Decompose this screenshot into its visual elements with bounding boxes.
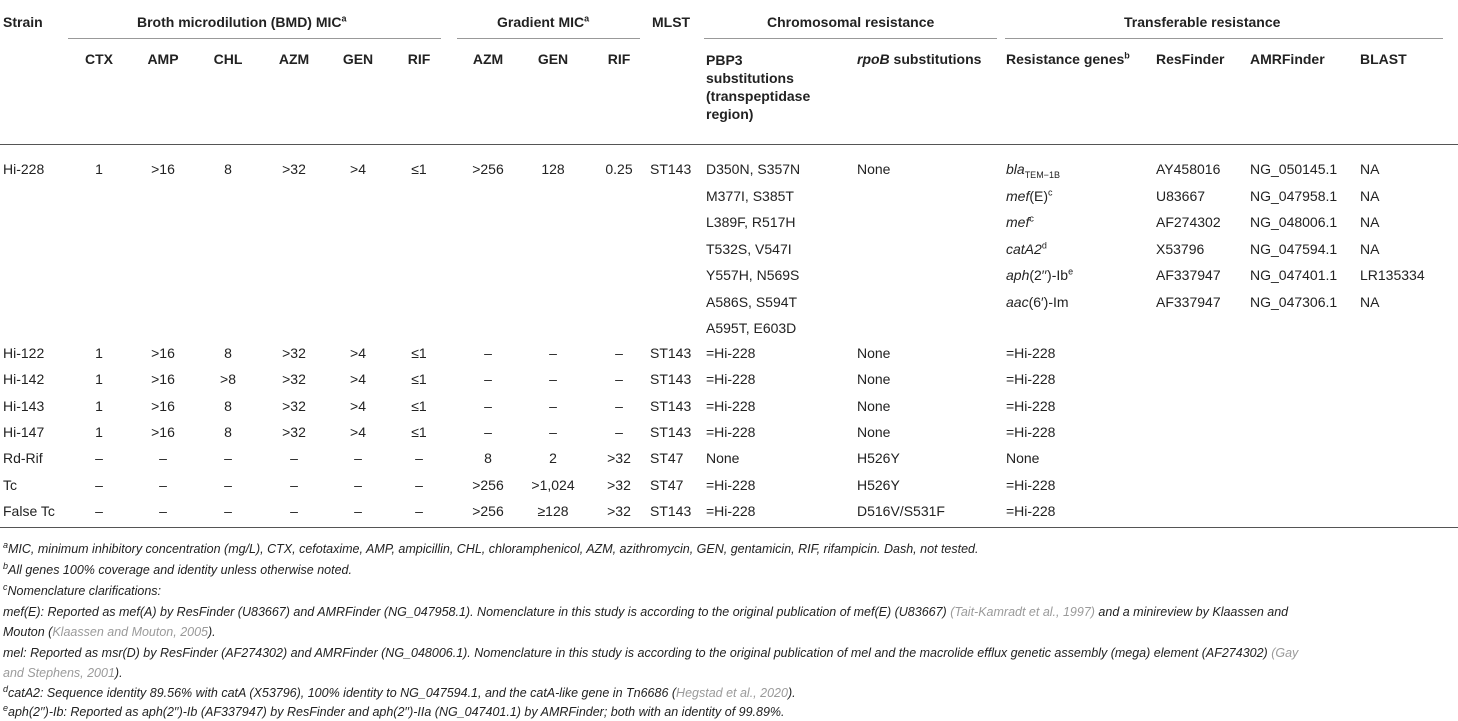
cell-bmd: – [354,476,362,493]
header-bmd-amp: AMP [147,51,179,67]
cell-bmd: 1 [95,345,103,361]
cell-bmd: ≤1 [411,371,427,388]
cell-gradient: – [615,345,623,361]
header-gradient-gen: GEN [537,51,569,67]
cell-amrfinder: NG_048006.1 [1250,214,1338,230]
cell-rpob: None [857,345,891,361]
cell-bmd: 1 [95,161,103,177]
cell-bmd: >32 [282,345,306,361]
cell-bmd: >32 [282,397,306,414]
citation-link-klaassen[interactable]: Klaassen and Mouton, 2005 [52,625,209,639]
citation-link-gay-2[interactable]: and Stephens, 2001 [3,666,115,680]
header-bmd-azm: AZM [278,51,310,67]
header-gradient-group: Gradient MIC$^a$ [497,13,590,30]
footnote-mef-line1: mef(E): Reported as mef(A) by ResFinder (U83667) and AMRFinder (NG_047958.1). Nomenclature in this study is according to the original publication of mef(E) (U83667) (Tait-Kamradt et al., 1997) and a minireview by Klaassen and [3,605,1289,619]
cell-bmd: >16 [151,161,175,177]
cell-mlst: ST47 [650,476,684,493]
cell-bmd: >16 [151,423,175,440]
cell-bmd: – [290,502,298,519]
cell-resistance-gene: bla$_{TEM-1B}$ [1006,161,1060,180]
cell-rpob: None [857,371,891,388]
citation-link-tait-kamradt[interactable]: (Tait-Kamradt et al., 1997) [950,605,1095,619]
cell-resfinder: U83667 [1156,187,1206,204]
cell-resfinder: AY458016 [1156,161,1221,177]
cell-pbp3: L389F, R517H [706,214,796,230]
cell-bmd: >16 [151,397,175,414]
cell-bmd: ≤1 [411,161,427,177]
header-amrfinder: AMRFinder [1250,51,1325,67]
cell-pbp3: None [706,450,740,467]
cell-resfinder: X53796 [1156,240,1205,257]
cell-bmd: >32 [282,371,306,388]
cell-bmd: – [95,450,103,467]
cell-bmd: – [159,450,167,467]
cell-resistance-genes: =Hi-228 [1006,371,1056,388]
cell-bmd: – [95,476,103,493]
cell-bmd: – [290,476,298,493]
footnote-mef-line2: Mouton (Klaassen and Mouton, 2005). [3,625,216,639]
cell-amrfinder: NG_050145.1 [1250,161,1338,177]
cell-resistance-genes: =Hi-228 [1006,345,1056,361]
cell-gradient: 2 [549,450,557,467]
cell-gradient: 8 [484,450,492,467]
cell-bmd: – [415,476,423,493]
cell-rpob: None [857,423,891,440]
cell-mlst: ST143 [650,161,692,177]
cell-pbp3: =Hi-228 [706,345,756,361]
cell-bmd: – [415,502,423,519]
cell-mlst: ST47 [650,450,684,467]
cell-pbp3: =Hi-228 [706,423,756,440]
header-transferable-group: Transferable resistance [1124,14,1281,30]
cell-bmd: >16 [151,371,175,388]
cell-amrfinder: NG_047594.1 [1250,240,1338,257]
header-strain: Strain [3,14,43,30]
rule-gradient [457,38,640,39]
cell-blast: NA [1360,214,1380,230]
cell-mlst: ST143 [650,345,692,361]
cell-gradient: >32 [607,476,631,493]
cell-resistance-genes: =Hi-228 [1006,397,1056,414]
citation-link-gay-1[interactable]: (Gay [1271,646,1299,660]
cell-resistance-gene: aph(2′′)-Ib$^e$ [1006,266,1074,283]
cell-blast: NA [1360,187,1380,204]
cell-pbp3: =Hi-228 [706,371,756,388]
cell-bmd: – [224,476,232,493]
cell-gradient: >256 [472,476,504,493]
cell-pbp3: A586S, S594T [706,293,798,310]
cell-pbp3: A595T, E603D [706,320,797,336]
cell-gradient: ≥128 [537,502,569,519]
cell-resistance-gene: mef$^c$ [1006,213,1034,230]
cell-resistance-genes: =Hi-228 [1006,476,1056,493]
cell-gradient: >256 [472,161,504,177]
header-resfinder: ResFinder [1156,51,1225,67]
cell-bmd: 8 [224,423,232,440]
cell-bmd: ≤1 [411,345,427,361]
cell-mlst: ST143 [650,502,692,519]
cell-gradient: – [484,345,492,361]
rule-transferable [1005,38,1443,39]
cell-amrfinder: NG_047958.1 [1250,187,1338,204]
header-blast: BLAST [1360,51,1407,67]
cell-resfinder: AF337947 [1156,267,1221,283]
cell-strain: False Tc [3,502,55,519]
footnote-e: $^e$aph(2′′)-Ib: Reported as aph(2′′)-Ib (AF337947) by ResFinder and aph(2′′)-IIa (NG_047401.1) by AMRFinder; both with an identity of 99.89%. [3,702,785,719]
cell-gradient: – [549,397,557,414]
cell-gradient: >1,024 [531,476,575,493]
header-bmd-chl: CHL [213,51,243,67]
cell-bmd: – [159,502,167,519]
header-bmd-gen: GEN [342,51,374,67]
cell-gradient: – [615,371,623,388]
cell-bmd: – [95,502,103,519]
header-rpob: rpoB substitutions [857,51,982,67]
cell-pbp3: Y557H, N569S [706,267,800,283]
rule-header-bottom [0,144,1458,145]
cell-gradient: >32 [607,450,631,467]
footnote-d: $^d$catA2: Sequence identity 89.56% with catA (X53796), 100% identity to NG_047594.1, and the catA-like gene in Tn6686 (Hegstad et al., 2020). [3,683,796,700]
cell-blast: LR135334 [1360,267,1425,283]
cell-resistance-genes: =Hi-228 [1006,502,1056,519]
cell-gradient: – [615,423,623,440]
cell-rpob: None [857,397,891,414]
header-mlst: MLST [652,14,691,30]
cell-rpob: D516V/S531F [857,502,945,519]
cell-bmd: 8 [224,397,232,414]
cell-bmd: >4 [350,423,366,440]
cell-pbp3: M377I, S385T [706,187,794,204]
cell-gradient: 128 [541,161,565,177]
cell-strain: Hi-143 [3,397,45,414]
cell-bmd: >32 [282,423,306,440]
cell-resistance-gene: catA2$^d$ [1006,239,1047,257]
cell-gradient: – [484,423,492,440]
cell-mlst: ST143 [650,423,692,440]
cell-gradient: >32 [607,502,631,519]
header-resistance-genes: Resistance genes$^b$ [1006,50,1130,67]
cell-gradient: – [484,371,492,388]
cell-gradient: 0.25 [605,161,633,177]
footnote-mel-line1: mel: Reported as msr(D) by ResFinder (AF274302) and AMRFinder (NG_048006.1). Nomenclature in this study is according to the original publication of mel and the macrolide efflux genetic assembly (mega) element (AF274302) (Gay [3,646,1299,660]
header-chromosomal-group: Chromosomal resistance [767,14,935,30]
cell-bmd: – [290,450,298,467]
cell-bmd: >32 [282,161,306,177]
cell-bmd: >4 [350,161,366,177]
footnote-a: $^a$MIC, minimum inhibitory concentration (mg/L), CTX, cefotaxime, AMP, ampicillin, CHL, chloramphenicol, AZM, azithromycin, GEN, gentamicin, RIF, rifampicin. Dash, not tested. [3,539,979,556]
cell-resfinder: AF337947 [1156,293,1221,310]
rule-table-bottom [0,527,1458,528]
cell-mlst: ST143 [650,371,692,388]
cell-bmd: 1 [95,423,103,440]
cell-strain: Hi-147 [3,423,45,440]
header-gradient-rif: RIF [607,51,631,67]
cell-rpob: H526Y [857,476,900,493]
cell-resistance-gene: $mef(E)^c$ [1006,186,1053,204]
cell-strain: Hi-122 [3,345,45,361]
cell-bmd: ≤1 [411,423,427,440]
cell-bmd: – [159,476,167,493]
citation-link-hegstad[interactable]: Hegstad et al., 2020 [676,686,788,700]
cell-resistance-gene: aac(6′)-Im [1006,293,1069,310]
cell-amrfinder: NG_047401.1 [1250,267,1338,283]
cell-mlst: ST143 [650,397,692,414]
cell-bmd: 8 [224,345,232,361]
cell-bmd: – [354,502,362,519]
cell-pbp3: T532S, V547I [706,240,792,257]
header-gradient-azm: AZM [472,51,504,67]
cell-strain: Hi-228 [3,161,45,177]
footnote-mel-line2: and Stephens, 2001). [3,666,123,680]
cell-gradient: >256 [472,502,504,519]
cell-resistance-genes: =Hi-228 [1006,423,1056,440]
cell-strain: Rd-Rif [3,450,43,467]
cell-resistance-genes: None [1006,450,1040,467]
cell-pbp3: D350N, S357N [706,161,801,177]
cell-gradient: – [549,423,557,440]
cell-bmd: ≤1 [411,397,427,414]
header-bmd-ctx: CTX [85,51,113,67]
cell-pbp3: =Hi-228 [706,476,756,493]
cell-bmd: >4 [350,345,366,361]
rule-chromosomal [704,38,997,39]
cell-bmd: >4 [350,397,366,414]
header-bmd-group: Broth microdilution (BMD) MIC$^a$ [137,13,347,30]
cell-bmd: >4 [350,371,366,388]
cell-bmd: – [415,450,423,467]
cell-bmd: 1 [95,371,103,388]
cell-pbp3: =Hi-228 [706,502,756,519]
rule-bmd [68,38,441,39]
cell-rpob: None [857,161,891,177]
cell-pbp3: =Hi-228 [706,397,756,414]
cell-gradient: – [484,397,492,414]
footnote-b: $^b$All genes 100% coverage and identity unless otherwise noted. [3,560,352,577]
cell-bmd: – [224,502,232,519]
cell-bmd: >8 [220,371,236,388]
cell-bmd: 1 [95,397,103,414]
cell-resfinder: AF274302 [1156,214,1221,230]
cell-bmd: >16 [151,345,175,361]
header-pbp3: PBP3 substitutions (transpeptidase region) [706,52,811,122]
cell-bmd: – [354,450,362,467]
cell-strain: Tc [3,476,17,493]
cell-blast: NA [1360,293,1380,310]
cell-strain: Hi-142 [3,371,45,388]
cell-amrfinder: NG_047306.1 [1250,293,1338,310]
cell-bmd: 8 [224,161,232,177]
cell-gradient: – [549,371,557,388]
header-bmd-rif: RIF [407,51,431,67]
cell-gradient: – [615,397,623,414]
cell-blast: NA [1360,240,1380,257]
cell-gradient: – [549,345,557,361]
cell-blast: NA [1360,161,1380,177]
cell-rpob: H526Y [857,450,900,467]
cell-bmd: – [224,450,232,467]
footnote-c: $^c$Nomenclature clarifications: [3,581,162,598]
